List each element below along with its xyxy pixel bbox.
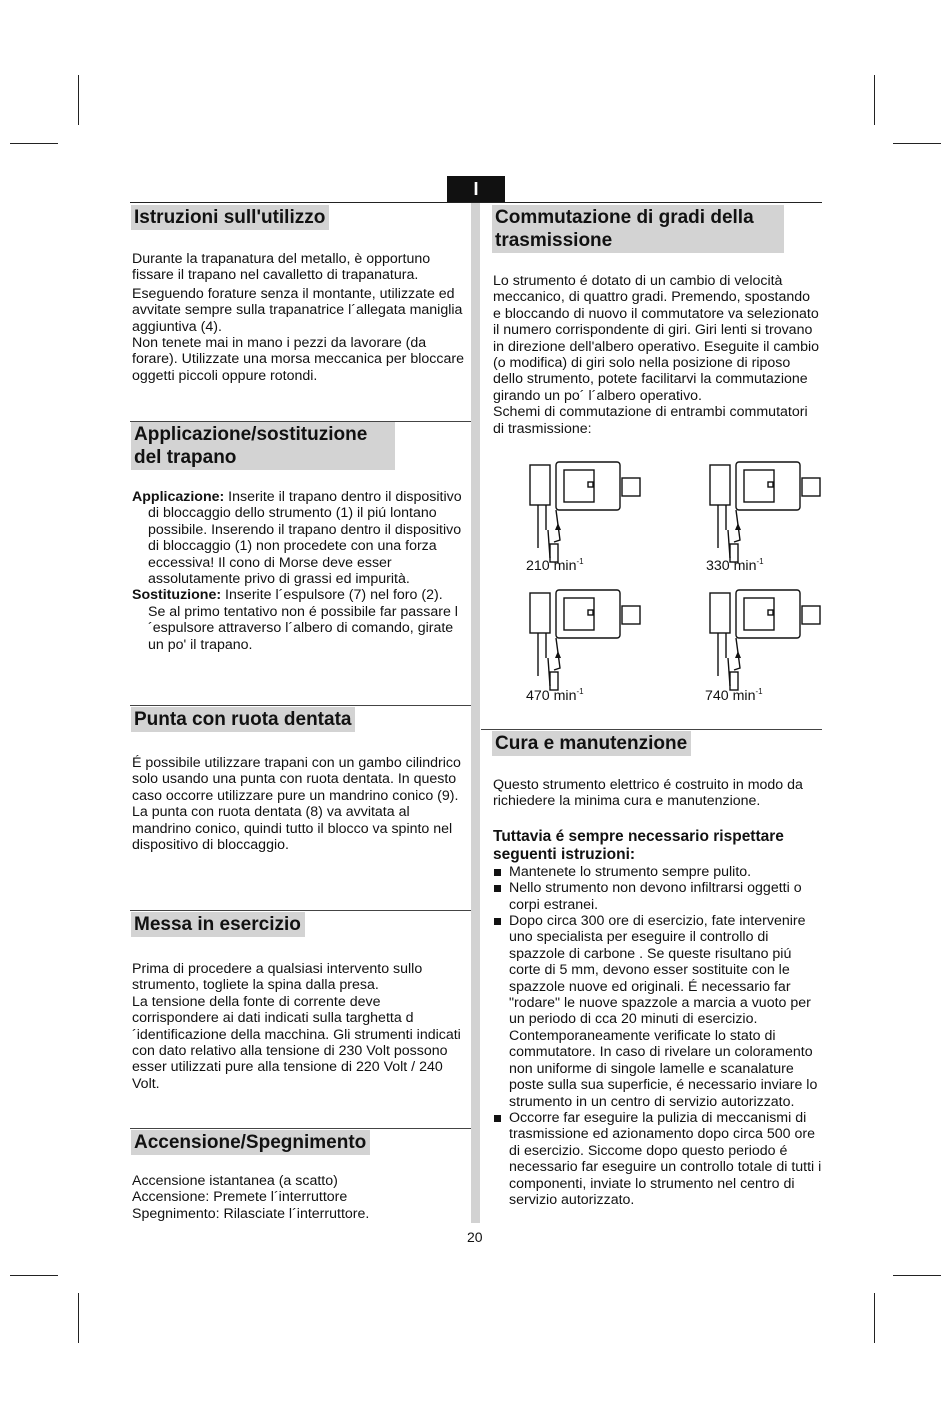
list-item: Mantenete lo strumento sempre pulito. <box>493 864 823 880</box>
section-body-commutazione <box>493 273 821 437</box>
gear-diagram-210 <box>518 460 648 570</box>
section-title-istruzioni: Istruzioni sull'utilizzo <box>131 205 329 230</box>
paragraph: Eseguendo forature senza il montante, utilizzate ed avvitate sempre sulla trapanatrice l´allegata maniglia aggiuntiva (4). <box>132 285 463 335</box>
gear-diagram-330 <box>698 460 828 570</box>
speed-label-740 <box>705 687 763 704</box>
column-divider <box>471 203 480 1223</box>
paragraph: É possibile utilizzare trapani con un gambo cilindrico solo usando una punta con ruota dentata. In questo caso occorre utilizzare pure un mandrino conico (9). <box>132 755 461 804</box>
section-title-applicazione <box>131 422 395 470</box>
section-body-accensione <box>132 1173 462 1222</box>
section-title-punta: Punta con ruota dentata <box>131 707 355 732</box>
definition: Inserite l´espulsore (7) nel foro (2). Se al primo tentativo non é possibile far passare l´espulsore attraverso l´albero di comando, girate un po' il trapano. <box>148 587 458 653</box>
definition-item <box>132 489 462 587</box>
crop-mark <box>893 1275 941 1276</box>
paragraph: Non tenete mai in mano i pezzi da lavorare (da forare). Utilizzate una morsa meccanica per bloccare oggetti piccoli oppure rotondi. <box>132 335 464 384</box>
speed-label-210 <box>526 557 584 574</box>
paragraph: Prima di procedere a qualsiasi intervento sullo strumento, togliete la spina dalla presa. <box>132 961 423 994</box>
section-body-punta <box>132 755 462 853</box>
paragraph: Schemi di commutazione di entrambi commutatori di trasmissione: <box>493 404 808 437</box>
paragraph: La tensione della fonte di corrente deve corrispondere ai dati indicati sulla targhetta d´identificazione della macchina. Gli strumenti indicati con dato relativo alla tensione di 230 Volt possono esser utilizzati pure alla tensione di 220 Volt / 240 Volt. <box>132 993 461 1092</box>
list-item: Occorre far eseguire la pulizia di meccanismi di trasmissione ed azionamento dopo circa 500 ore di esercizio. Siccome dopo questo periodo é necessario far eseguire un controllo totale di tutti i componenti, inviate lo strumento nel centro di servizio autorizzato. <box>493 1110 823 1208</box>
page-number: 20 <box>467 1229 483 1245</box>
speed-exponent: -1 <box>755 687 763 696</box>
crop-mark <box>10 1275 58 1276</box>
paragraph: Questo strumento elettrico é costruito in modo da richiedere la minima cura e manutenzione. <box>493 777 803 810</box>
paragraph: Lo strumento é dotato di un cambio di velocità meccanico, di quattro gradi. Premendo, spostando e bloccando di nuovo il commutatore va selezionato il numero corrispondente di giri. Giri lenti si trovano in direzione dell'albero operativo. Eseguite il cambio (o modifica) di giri solo nella posizione di riposo dello strumento, potete facilitarvi la commutazione girando un po´ l´albero operativo. <box>493 273 820 404</box>
title-line: Commutazione di gradi della <box>495 207 754 228</box>
crop-mark <box>874 75 875 125</box>
section-title-accensione: Accensione/Spegnimento <box>131 1130 370 1155</box>
speed-label-470 <box>526 687 584 704</box>
section-title-cura: Cura e manutenzione <box>492 731 691 756</box>
speed-exponent: -1 <box>756 557 764 566</box>
crop-mark <box>10 143 58 144</box>
definition: Inserite il trapano dentro il dispositivo di bloccaggio dello strumento (1) il piú lontano possibile. Inserendo il trapano dentro il dispositivo di bloccaggio (1) non procedete con una forza eccessiva! Il cono di Morse deve esser assolutamente privo di grassi ed impurità. <box>148 489 462 588</box>
title-line: trasmissione <box>495 230 613 251</box>
term: Sostituzione: <box>132 587 222 604</box>
language-tab: I <box>447 176 505 202</box>
text-line: Accensione istantanea (a scatto) <box>132 1173 338 1189</box>
gear-diagram-470 <box>518 588 648 698</box>
sub-heading: Tuttavia é sempre necessario rispettare seguenti istruzioni: <box>493 827 784 863</box>
title-line: Applicazione/sostituzione <box>134 424 368 445</box>
section-title-commutazione <box>492 205 784 253</box>
title-line: del trapano <box>134 447 237 468</box>
section-rule <box>130 705 471 706</box>
paragraph: La punta con ruota dentata (8) va avvitata al mandrino conico, quindi tutto il blocco va spinto nel dispositivo di bloccaggio. <box>132 804 453 854</box>
speed-value: 330 min <box>706 558 757 574</box>
term: Applicazione: <box>132 489 225 505</box>
crop-mark <box>893 143 941 144</box>
gear-diagram-740 <box>698 588 828 698</box>
section-rule <box>130 1128 471 1129</box>
speed-label-330 <box>706 557 764 574</box>
section-rule <box>130 910 471 911</box>
section-rule <box>481 729 822 730</box>
paragraph: Durante la trapanatura del metallo, è opportuno fissare il trapano nel cavalletto di trapanatura. <box>132 251 431 284</box>
text-line: Spegnimento: Rilasciate l´interruttore. <box>132 1205 370 1222</box>
text-line: Accensione: Premete l´interruttore <box>132 1189 348 1206</box>
speed-exponent: -1 <box>576 557 584 566</box>
section-body-applicazione <box>132 489 462 653</box>
speed-value: 470 min <box>526 688 577 704</box>
crop-mark <box>874 1293 875 1343</box>
definition-item <box>132 587 462 653</box>
section-body-istruzioni <box>132 251 464 384</box>
section-body-cura <box>493 777 823 1208</box>
speed-value: 740 min <box>705 688 756 704</box>
speed-value: 210 min <box>526 558 577 574</box>
maintenance-list <box>493 864 823 1209</box>
speed-exponent: -1 <box>576 687 584 696</box>
crop-mark <box>78 75 79 125</box>
list-item: Dopo circa 300 ore di esercizio, fate intervenire uno specialista per eseguire il controllo di spazzole di carbone . Se queste risultano piú corte di 5 mm, devono esser sostituite con le spazzole nuove ed originali. É necessario far "rodare" le nuove spazzole a marcia a vuoto per un periodo di cca 20 minuti di esercizio. Contemporaneamente verificate lo stato di commutatore. In caso di rivelare un coloramento non uniforme di singole lamelle e scanalature poste sulla sua superficie, é necessario inviare lo strumento in un centro di servizio autorizzato. <box>493 913 823 1110</box>
section-title-messa: Messa in esercizio <box>131 912 305 937</box>
section-body-messa <box>132 961 467 1092</box>
crop-mark <box>78 1293 79 1343</box>
list-item: Nello strumento non devono infiltrarsi oggetti o corpi estranei. <box>493 880 823 913</box>
